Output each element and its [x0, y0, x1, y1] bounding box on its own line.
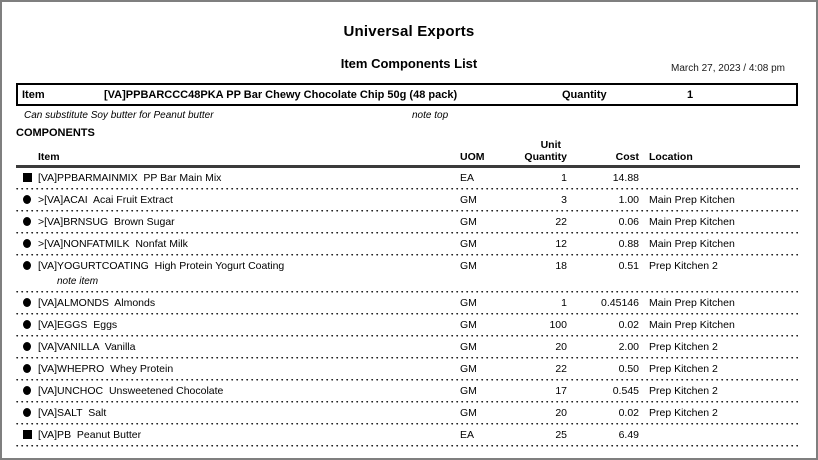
components-section-title: COMPONENTS [16, 127, 95, 139]
table-row [16, 381, 798, 403]
component-unit-quantity: 22 [555, 215, 567, 228]
component-cost: 0.06 [618, 215, 639, 228]
circle-bullet-icon [23, 195, 31, 204]
component-location: Main Prep Kitchen [649, 215, 735, 228]
table-row [16, 315, 798, 337]
component-cost: 2.00 [618, 340, 639, 353]
component-uom: GM [460, 215, 477, 228]
component-item: [VA]ALMONDS Almonds [38, 296, 156, 309]
column-header-unit: Unit [540, 139, 561, 151]
component-cost: 6.49 [618, 428, 639, 441]
report-datetime: March 27, 2023 / 4:08 pm [671, 63, 785, 74]
table-row [16, 293, 798, 315]
component-uom: GM [460, 318, 477, 331]
item-label: Item [22, 88, 45, 101]
table-row [16, 190, 798, 212]
quantity-label: Quantity [562, 88, 607, 101]
component-cost: 14.88 [612, 171, 639, 184]
circle-bullet-icon [23, 217, 31, 226]
component-item: [VA]SALT Salt [38, 406, 107, 419]
component-uom: GM [460, 384, 477, 397]
circle-bullet-icon [23, 261, 31, 270]
column-header-quantity-label: Quantity [524, 151, 567, 163]
table-row [16, 256, 798, 293]
quantity-value: 1 [687, 88, 694, 101]
component-item: [VA]UNCHOC Unsweetened Chocolate [38, 384, 224, 397]
item-note-top: note top [412, 110, 449, 121]
component-item: [VA]YOGURTCOATING High Protein Yogurt Coating [38, 259, 285, 272]
component-cost: 0.50 [618, 362, 639, 375]
table-row [16, 403, 798, 425]
component-uom: EA [460, 171, 475, 184]
component-unit-quantity: 20 [555, 406, 567, 419]
component-unit-quantity: 100 [549, 318, 567, 331]
component-unit-quantity: 17 [555, 384, 567, 397]
table-row [16, 359, 798, 381]
column-header-quantity [502, 139, 567, 163]
component-uom: EA [460, 428, 475, 441]
component-location: Main Prep Kitchen [649, 237, 735, 250]
company-name: Universal Exports [343, 23, 475, 40]
circle-bullet-icon [23, 408, 31, 417]
component-cost: 0.02 [618, 318, 639, 331]
component-item: [VA]PPBARMAINMIX PP Bar Main Mix [38, 171, 222, 184]
component-unit-quantity: 25 [555, 428, 567, 441]
component-cost: 0.02 [618, 406, 639, 419]
components-column-headers [16, 139, 798, 163]
component-item: >[VA]ACAI Acai Fruit Extract [38, 193, 173, 206]
square-bullet-icon [23, 430, 32, 439]
component-uom: GM [460, 362, 477, 375]
component-cost: 0.88 [618, 237, 639, 250]
component-uom: GM [460, 340, 477, 353]
component-uom: GM [460, 296, 477, 309]
component-unit-quantity: 22 [555, 362, 567, 375]
table-row [16, 168, 798, 190]
component-cost: 0.545 [612, 384, 639, 397]
component-location: Prep Kitchen 2 [649, 384, 718, 397]
component-unit-quantity: 12 [555, 237, 567, 250]
column-header-item: Item [38, 151, 60, 163]
item-note-left: Can substitute Soy butter for Peanut butter [24, 110, 214, 121]
component-location: Prep Kitchen 2 [649, 362, 718, 375]
component-unit-quantity: 3 [561, 193, 567, 206]
component-cost: 0.51 [618, 259, 639, 272]
component-item: [VA]WHEPRO Whey Protein [38, 362, 174, 375]
component-location: Prep Kitchen 2 [649, 406, 718, 419]
component-item: >[VA]BRNSUG Brown Sugar [38, 215, 175, 228]
table-row [16, 337, 798, 359]
component-item: [VA]PB Peanut Butter [38, 428, 142, 441]
component-uom: GM [460, 259, 477, 272]
column-header-cost: Cost [615, 151, 639, 163]
table-row [16, 234, 798, 256]
component-uom: GM [460, 237, 477, 250]
square-bullet-icon [23, 173, 32, 182]
component-location: Prep Kitchen 2 [649, 259, 718, 272]
component-item: [VA]VANILLA Vanilla [38, 340, 136, 353]
item-notes [24, 110, 798, 124]
table-row [16, 425, 798, 447]
component-cost: 1.00 [618, 193, 639, 206]
component-unit-quantity: 18 [555, 259, 567, 272]
circle-bullet-icon [23, 386, 31, 395]
circle-bullet-icon [23, 342, 31, 351]
circle-bullet-icon [23, 320, 31, 329]
item-value: [VA]PPBARCCC48PKA PP Bar Chewy Chocolate Chip 50g (48 pack) [104, 88, 458, 101]
component-location: Main Prep Kitchen [649, 318, 735, 331]
component-unit-quantity: 1 [561, 296, 567, 309]
component-note: note item [57, 276, 99, 287]
components-table-body [16, 168, 798, 447]
column-header-location: Location [649, 151, 693, 163]
component-cost: 0.45146 [601, 296, 639, 309]
column-header-uom: UOM [460, 151, 485, 163]
component-unit-quantity: 20 [555, 340, 567, 353]
table-row [16, 212, 798, 234]
component-location: Prep Kitchen 2 [649, 340, 718, 353]
component-item: [VA]EGGS Eggs [38, 318, 118, 331]
report-header [2, 2, 816, 74]
component-unit-quantity: 1 [561, 171, 567, 184]
item-summary-box [16, 83, 798, 106]
component-location: Main Prep Kitchen [649, 296, 735, 309]
component-uom: GM [460, 406, 477, 419]
component-uom: GM [460, 193, 477, 206]
circle-bullet-icon [23, 298, 31, 307]
component-item: >[VA]NONFATMILK Nonfat Milk [38, 237, 188, 250]
page-title: Item Components List [340, 56, 478, 71]
circle-bullet-icon [23, 239, 31, 248]
component-location: Main Prep Kitchen [649, 193, 735, 206]
circle-bullet-icon [23, 364, 31, 373]
